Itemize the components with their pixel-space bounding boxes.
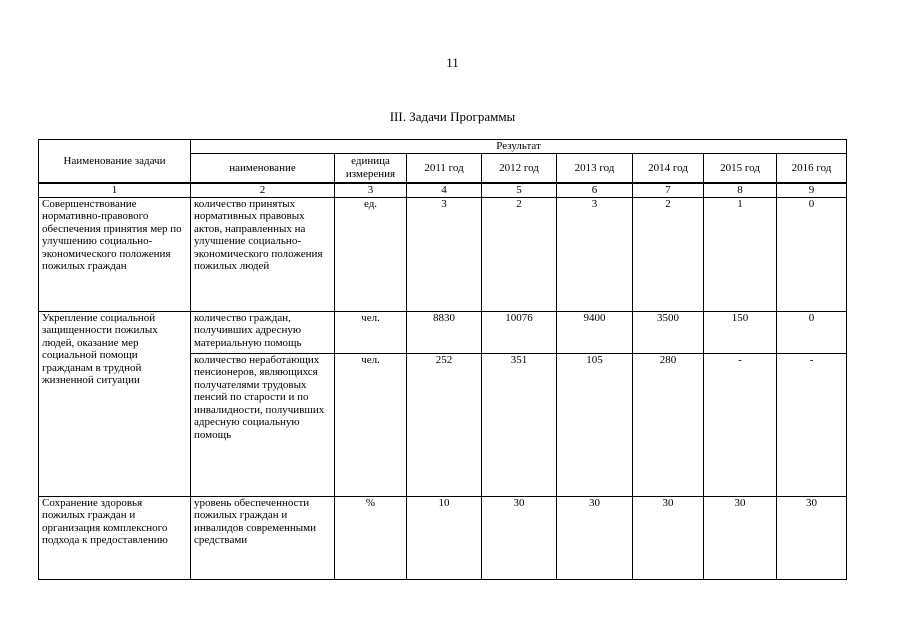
value-cell: 252 — [407, 353, 482, 496]
value-cell: - — [704, 353, 777, 496]
column-number: 1 — [39, 183, 191, 197]
value-cell: 30 — [777, 496, 847, 579]
indicator-cell: уровень обеспеченности пожилых граждан и инвалидов современными средствами — [191, 496, 335, 579]
column-number: 3 — [335, 183, 407, 197]
value-cell: 30 — [482, 496, 557, 579]
value-cell: 30 — [557, 496, 633, 579]
unit-cell: чел. — [335, 311, 407, 353]
header-name: наименование — [191, 153, 335, 183]
column-number: 5 — [482, 183, 557, 197]
header-year-2013: 2013 год — [557, 153, 633, 183]
table-row — [39, 496, 847, 579]
value-cell: 0 — [777, 197, 847, 311]
value-cell: 3 — [407, 197, 482, 311]
header-unit: единица измерения — [335, 153, 407, 183]
header-task-name: Наименование задачи — [39, 140, 191, 184]
header-result: Результат — [191, 140, 847, 154]
column-number: 6 — [557, 183, 633, 197]
value-cell: 8830 — [407, 311, 482, 353]
task-cell: Укрепление социальной защищенности пожилых людей, оказание мер социальной помощи гражданам в трудной жизненной ситуации — [39, 311, 191, 496]
value-cell: 150 — [704, 311, 777, 353]
tasks-table — [38, 139, 847, 580]
column-number: 4 — [407, 183, 482, 197]
value-cell: 10 — [407, 496, 482, 579]
value-cell: 280 — [633, 353, 704, 496]
task-cell: Сохранение здоровья пожилых граждан и организация комплексного подхода к предоставлению — [39, 496, 191, 579]
header-row-1 — [39, 140, 847, 154]
unit-cell: % — [335, 496, 407, 579]
table-row — [39, 311, 847, 353]
value-cell: - — [777, 353, 847, 496]
header-year-2016: 2016 год — [777, 153, 847, 183]
column-number: 7 — [633, 183, 704, 197]
header-year-2015: 2015 год — [704, 153, 777, 183]
header-year-2014: 2014 год — [633, 153, 704, 183]
column-number: 2 — [191, 183, 335, 197]
header-year-2012: 2012 год — [482, 153, 557, 183]
indicator-cell: количество граждан, получивших адресную материальную помощь — [191, 311, 335, 353]
page-number: 11 — [446, 55, 459, 70]
column-number-row — [39, 183, 847, 197]
value-cell: 3500 — [633, 311, 704, 353]
value-cell: 351 — [482, 353, 557, 496]
value-cell: 10076 — [482, 311, 557, 353]
value-cell: 1 — [704, 197, 777, 311]
unit-cell: чел. — [335, 353, 407, 496]
value-cell: 30 — [704, 496, 777, 579]
value-cell: 9400 — [557, 311, 633, 353]
indicator-cell: количество неработающих пенсионеров, являющихся получателями трудовых пенсий по старости и по инвалидности, получивших адресную социальную помощь — [191, 353, 335, 496]
value-cell: 30 — [633, 496, 704, 579]
column-number: 8 — [704, 183, 777, 197]
table-row — [39, 197, 847, 311]
value-cell: 105 — [557, 353, 633, 496]
indicator-cell: количество принятых нормативных правовых актов, направленных на улучшение социально-экономического положения пожилых людей — [191, 197, 335, 311]
header-year-2011: 2011 год — [407, 153, 482, 183]
value-cell: 3 — [557, 197, 633, 311]
value-cell: 2 — [633, 197, 704, 311]
section-title: III. Задачи Программы — [389, 109, 516, 124]
column-number: 9 — [777, 183, 847, 197]
task-cell: Совершенствование нормативно-правового обеспечения принятия мер по улучшению социально-экономического положения пожилых граждан — [39, 197, 191, 311]
unit-cell: ед. — [335, 197, 407, 311]
value-cell: 0 — [777, 311, 847, 353]
value-cell: 2 — [482, 197, 557, 311]
